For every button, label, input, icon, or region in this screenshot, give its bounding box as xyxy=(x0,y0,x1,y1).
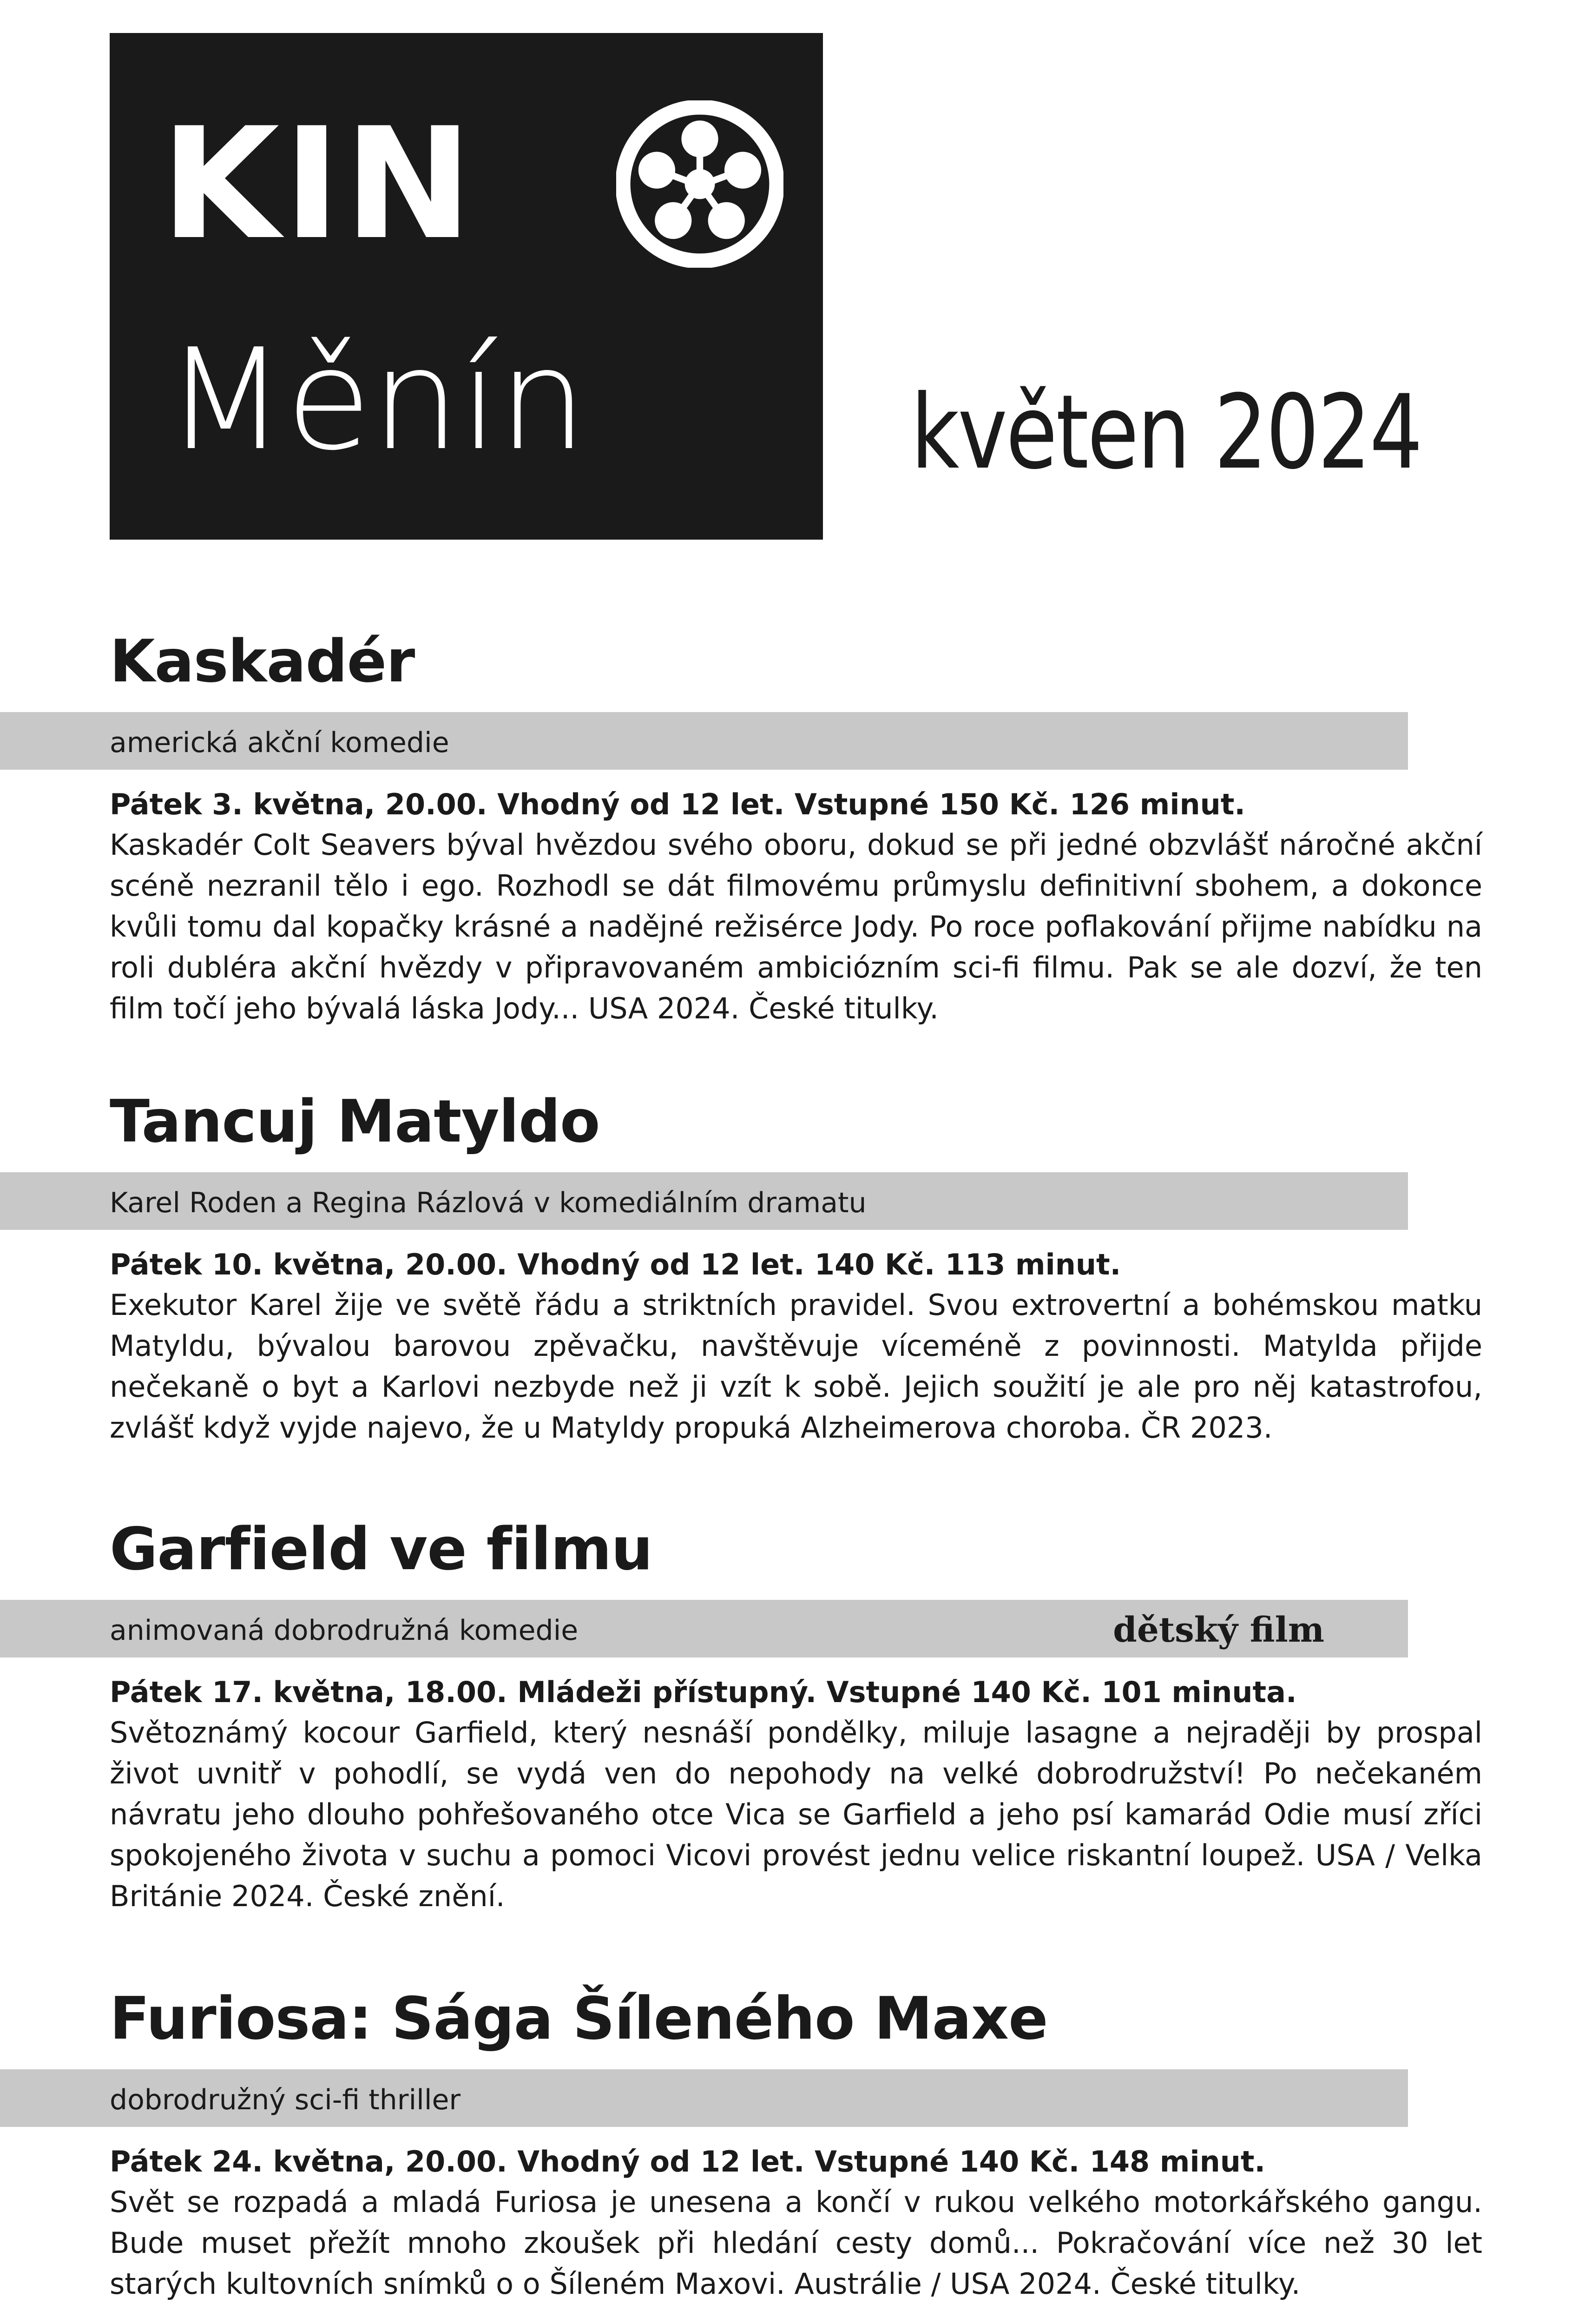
genre-text: animovaná dobrodružná komedie xyxy=(110,1614,579,1647)
kids-film-label: dětský film xyxy=(1113,1610,1324,1650)
movie-card xyxy=(110,1515,1482,1917)
film-reel-icon xyxy=(616,100,783,268)
screening-info: Pátek 10. května, 20.00. Vhodný od 12 let. 140 Kč. 113 minut. xyxy=(110,1248,1121,1281)
genre-text: americká akční komedie xyxy=(110,726,449,759)
movie-description: Svět se rozpadá a mladá Furiosa je unesena a končí v rukou velkého motorkářského gangu. Bude muset přežít mnoho zkoušek při hledání cesty domů... Pokračování více než 30 let starých kultovních snímků o o Šíleném Maxovi. Austrálie / USA 2024. České titulky. xyxy=(110,2185,1482,2301)
genre-bar xyxy=(0,1600,1408,1657)
movie-card xyxy=(110,1087,1482,1448)
movie-card xyxy=(110,627,1482,1029)
genre-bar xyxy=(0,712,1408,770)
month-title: květen 2024 xyxy=(911,373,1421,492)
logo-kin-text: KIN xyxy=(161,95,476,273)
movie-description: Kaskadér Colt Seavers býval hvězdou svého oboru, dokud se při jedné obzvlášť náročné akční scéně nezranil tělo i ego. Rozhodl se dát filmovému průmyslu definitivní sbohem, a dokonce kvůli tomu dal kopačky krásné a nadějné režisérce Jody. Po roce poflakování přijme nabídku na roli dubléra akční hvězdy v připravovaném ambiciózním sci-fi filmu. Pak se ale dozví, že ten film točí jeho bývalá láska Jody... USA 2024. České titulky. xyxy=(110,828,1482,1026)
movie-title: Tancuj Matyldo xyxy=(110,1087,600,1155)
genre-text: dobrodružný sci-fi thriller xyxy=(110,2084,461,2116)
screening-info: Pátek 3. května, 20.00. Vhodný od 12 let. Vstupné 150 Kč. 126 minut. xyxy=(110,787,1245,821)
genre-text: Karel Roden a Regina Rázlová v komediálním dramatu xyxy=(110,1187,867,1219)
movie-card xyxy=(110,1984,1482,2304)
movie-title: Garfield ve filmu xyxy=(110,1515,652,1583)
genre-bar xyxy=(0,1172,1408,1230)
logo-menin-text: Měnín xyxy=(165,319,587,481)
screening-info: Pátek 24. května, 20.00. Vhodný od 12 let. Vstupné 140 Kč. 148 minut. xyxy=(110,2145,1266,2179)
kino-logo xyxy=(110,33,823,540)
screening-info: Pátek 17. května, 18.00. Mládeži přístupný. Vstupné 140 Kč. 101 minuta. xyxy=(110,1675,1297,1709)
movie-description: Světoznámý kocour Garfield, který nesnáší pondělky, miluje lasagne a nejraději by prospal život uvnitř v pohodlí, se vydá ven do nepohody na velké dobrodružství! Po nečekaném návratu jeho dlouho pohřešovaného otce Vica se Garfield a jeho psí kamarád Odie musí zříci spokojeného života v suchu a pomoci Vicovi provést jednu velice riskantní loupež. USA / Velka Británie 2024. České znění. xyxy=(110,1716,1482,1914)
movie-title: Kaskadér xyxy=(110,627,415,695)
genre-bar xyxy=(0,2069,1408,2127)
movie-description: Exekutor Karel žije ve světě řádu a striktních pravidel. Svou extrovertní a bohémskou matku Matyldu, bývalou barovou zpěvačku, navštěvuje víceméně z povinnosti. Matylda přijde nečekaně o byt a Karlovi nezbyde než ji vzít k sobě. Jejich soužití je ale pro něj katastrofou, zvlášť když vyjde najevo, že u Matyldy propuká Alzheimerova choroba. ČR 2023. xyxy=(110,1288,1482,1445)
movie-title: Furiosa: Sága Šíleného Maxe xyxy=(110,1984,1048,2053)
